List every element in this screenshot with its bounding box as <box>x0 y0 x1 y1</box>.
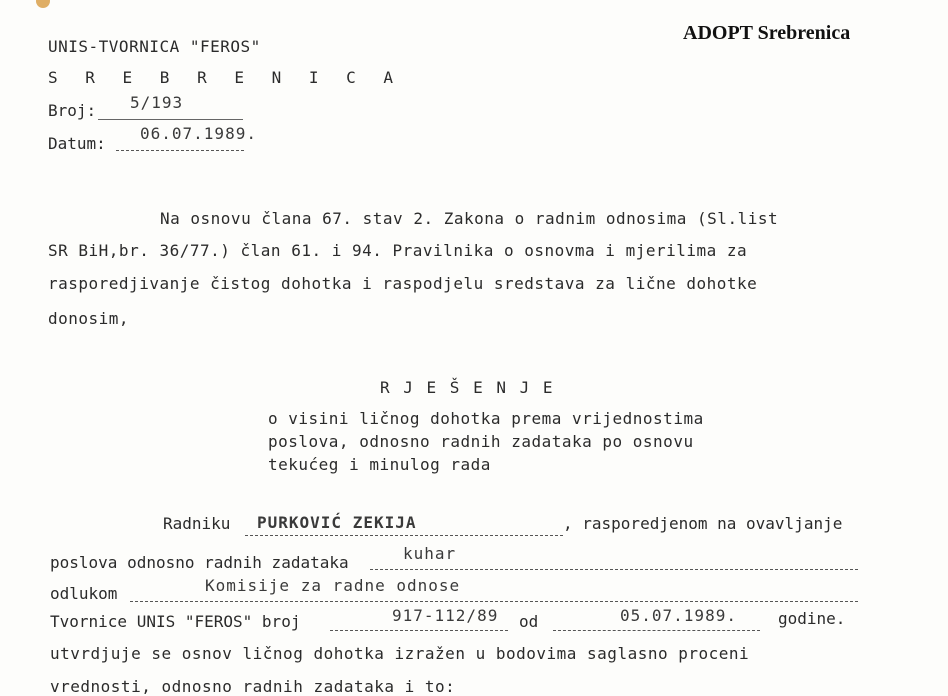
worker-underline <box>245 535 563 536</box>
number-value: 5/193 <box>130 93 184 112</box>
number-field-underline <box>330 630 508 631</box>
decision-value: Komisije za radne odnose <box>205 576 461 595</box>
decision-date: 05.07.1989. <box>620 606 737 625</box>
date-value: 06.07.1989. <box>140 124 257 143</box>
subtitle-line-1: o visini ličnog dohotka prema vrijednostima <box>268 409 704 428</box>
worker-name: PURKOVIĆ ZEKIJA <box>257 513 417 532</box>
from-label: od <box>519 612 539 631</box>
body-line-values: vrednosti, odnosno radnih zadataka i to: <box>50 677 456 696</box>
job-value: kuhar <box>403 544 457 563</box>
body-line-basis: utvrdjuje se osnov ličnog dohotka izražen u bodovima saglasno proceni <box>50 644 750 663</box>
subtitle-line-2: poslova, odnosno radnih zadataka po osnovu <box>268 432 694 451</box>
stamp-text: ADOPT Srebrenica <box>683 22 851 44</box>
city-name: S R E B R E N I C A <box>48 68 403 87</box>
document-title: R J E Š E N J E <box>380 378 555 397</box>
date-underline <box>116 150 244 151</box>
job-underline <box>370 569 858 570</box>
decision-underline <box>130 601 858 602</box>
preamble-line-1: Na osnovu člana 67. stav 2. Zakona o radnim odnosima (Sl.list <box>160 209 779 228</box>
preamble-line-2: SR BiH,br. 36/77.) član 61. i 94. Pravilnika o osnovma i mjerilima za <box>48 241 748 260</box>
company-name: UNIS-TVORNICA "FEROS" <box>48 37 261 56</box>
preamble-line-3: rasporedjivanje čistog dohotka i raspodjelu sredstava za lične dohotke <box>48 274 758 293</box>
job-label: poslova odnosno radnih zadataka <box>50 553 349 572</box>
preamble-line-4: donosim, <box>48 309 130 328</box>
decision-label: odlukom <box>50 584 118 603</box>
subtitle-line-3: tekućeg i minulog rada <box>268 455 491 474</box>
stain-mark <box>36 0 50 8</box>
decision-number: 917-112/89 <box>392 606 499 625</box>
date-field-underline <box>553 630 760 631</box>
number-underline <box>98 119 243 120</box>
year-label: godine. <box>778 609 846 628</box>
date-label: Datum: <box>48 134 106 153</box>
worker-label: Radniku <box>163 514 231 533</box>
number-label: Broj: <box>48 101 97 120</box>
worker-suffix: , rasporedjenom na ovavljanje <box>563 514 843 533</box>
factory-label: Tvornice UNIS "FEROS" broj <box>50 612 301 631</box>
